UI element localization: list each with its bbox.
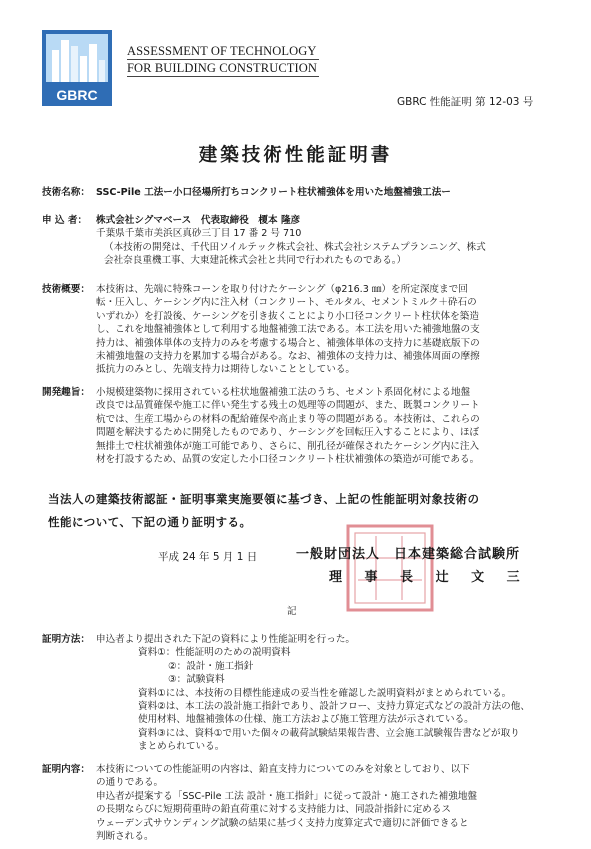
overview-line: 未補強地盤の支持力を累加する場合がある。なお、補強体の支持力は、補強体周面の摩擦 — [96, 351, 480, 363]
statement-line-2: 性能について、下記の通り証明する。 — [48, 515, 252, 529]
overview-line: 本技術は、先端に特殊コーンを取り付けたケーシング（φ216.3 ㎜）を所定深度まで回 — [96, 284, 468, 295]
overview-line: 抵抗力のみとし、先端支持力は期待しないこととしている。 — [96, 364, 356, 376]
org-title — [127, 43, 319, 77]
applicant-line: 株式会社シグマベース 代表取締役 榎本 隆彦 — [96, 215, 301, 226]
purpose-line: 問題を解決するために開発したものであり、ケーシングを回転圧入することにより、ほぼ — [96, 427, 480, 439]
content-label: 証明内容： — [42, 764, 90, 775]
applicant-line: 会社奈良重機工事、大東建託株式会社と共同で行われたものである。） — [104, 255, 407, 267]
chairman-title: 理 事 長 — [329, 570, 416, 585]
certificate-number: GBRC 性能証明 第 12-03 号 — [397, 96, 534, 108]
overview-line: 持力は、補強体単体の支持力のみを考慮する場合と、補強体単体の支持力に基礎底版下の — [96, 337, 480, 349]
overview-line: し、これを地盤補強体として利用する地盤補強工法である。本工法を用いた補強地盤の支 — [96, 324, 480, 336]
method-note: 資料①には、本技術の目標性能達成の妥当性を確認した説明資料がまとめられている。 — [138, 687, 512, 699]
org-line-1: ASSESSMENT OF TECHNOLOGY — [127, 43, 319, 60]
certification-statement — [48, 488, 548, 534]
ki-mark: 記 — [287, 606, 297, 617]
tech-name-label: 技術名称： — [42, 187, 90, 198]
logo-text: GBRC — [56, 87, 98, 103]
method-note: 使用材料、地盤補強体の仕様、施工方法および施工管理方法が示されている。 — [138, 714, 474, 726]
overview-label: 技術概要： — [42, 284, 90, 295]
content-line: の長期ならびに短期荷重時の鉛直荷重に対する支持能力は、同設計指針に定めるス — [96, 804, 451, 816]
content-line: 申込者が提案する「SSC-Pile 工法 設計・施工指針」に従って設計・施工された補強地盤 — [96, 790, 478, 802]
issue-date: 平成 24 年 5 月 1 日 — [158, 551, 258, 563]
applicant-line: 千葉県千葉市美浜区真砂三丁目 17 番 2 号 710 — [96, 228, 302, 240]
purpose-line: 材を打設するため、品質の安定した小口径コンクリート柱状補強体の築造が可能である。 — [96, 454, 480, 466]
content-line: ウェーデン式サウンディング試験の結果に基づく支持力度算定式で適切に評価できると — [96, 817, 469, 829]
statement-line-1: 当法人の建築技術認証・証明事業実施要領に基づき、上記の性能証明対象技術の — [48, 492, 480, 506]
method-note: まとめられている。 — [138, 741, 225, 753]
overview-line: 転・圧入し、ケーシング内に注入材（コンクリート、モルタル、セメントミルク＋砕石の — [96, 297, 477, 309]
issuer-name: 一般財団法人 日本建築総合試験所 — [296, 547, 521, 562]
method-intro: 申込者より提出された下記の資料により性能証明を行った。 — [96, 634, 356, 645]
material-item: 資料①：性能証明のための説明資料 — [138, 647, 291, 659]
purpose-line: 杭では、生産工場からの材料の配給確保や高止まり等の問題がある。本技術は、これらの — [96, 413, 480, 425]
overview-line: いずれか）を打設後、ケーシングを引き抜くことにより小口径コンクリート柱状体を築造 — [96, 310, 479, 322]
applicant-label: 申 込 者： — [42, 215, 88, 226]
applicant-line: （本技術の開発は、千代田ソイルテック株式会社、株式会社システムプランニング、株式 — [104, 241, 486, 253]
method-label: 証明方法： — [42, 634, 90, 645]
method-note: 資料③には、資料①で用いた個々の載荷試験結果報告書、立会施工試験報告書などが取り — [138, 727, 520, 739]
content-line: 本技術についての性能証明の内容は、鉛直支持力についてのみを対象としており、以下 — [96, 764, 470, 775]
org-line-2: FOR BUILDING CONSTRUCTION — [127, 61, 318, 75]
purpose-label: 開発趣旨： — [42, 387, 90, 398]
tech-name-value: SSC-Pile 工法ー小口径場所打ちコンクリート柱状補強体を用いた地盤補強工法ー — [96, 187, 451, 198]
content-line: 判断される。 — [96, 831, 154, 843]
material-item: ②：設計・施工指針 — [168, 660, 254, 672]
content-line: の通りである。 — [96, 777, 164, 789]
purpose-line: 無排土で柱状補強体が施工可能であり、さらに、削孔径が確保されたケーシング内に注入 — [96, 440, 480, 452]
chairman-name: 辻 文 三 — [435, 570, 522, 585]
chairman — [329, 566, 522, 585]
purpose-line: 改良では品質確保や施工に伴い発生する残土の処理等の問題が、また、既製コンクリート — [96, 400, 480, 412]
purpose-line: 小規模建築物に採用されている柱状地盤補強工法のうち、セメント系固化材による地盤 — [96, 387, 471, 398]
gbrc-logo — [42, 30, 112, 106]
material-item: ③：試験資料 — [168, 674, 225, 686]
method-note: 資料②は、本工法の設計施工指針であり、設計フロー、支持力算定式などの設計方法の他、 — [138, 701, 530, 713]
document-title: 建築技術性能証明書 — [198, 145, 393, 166]
